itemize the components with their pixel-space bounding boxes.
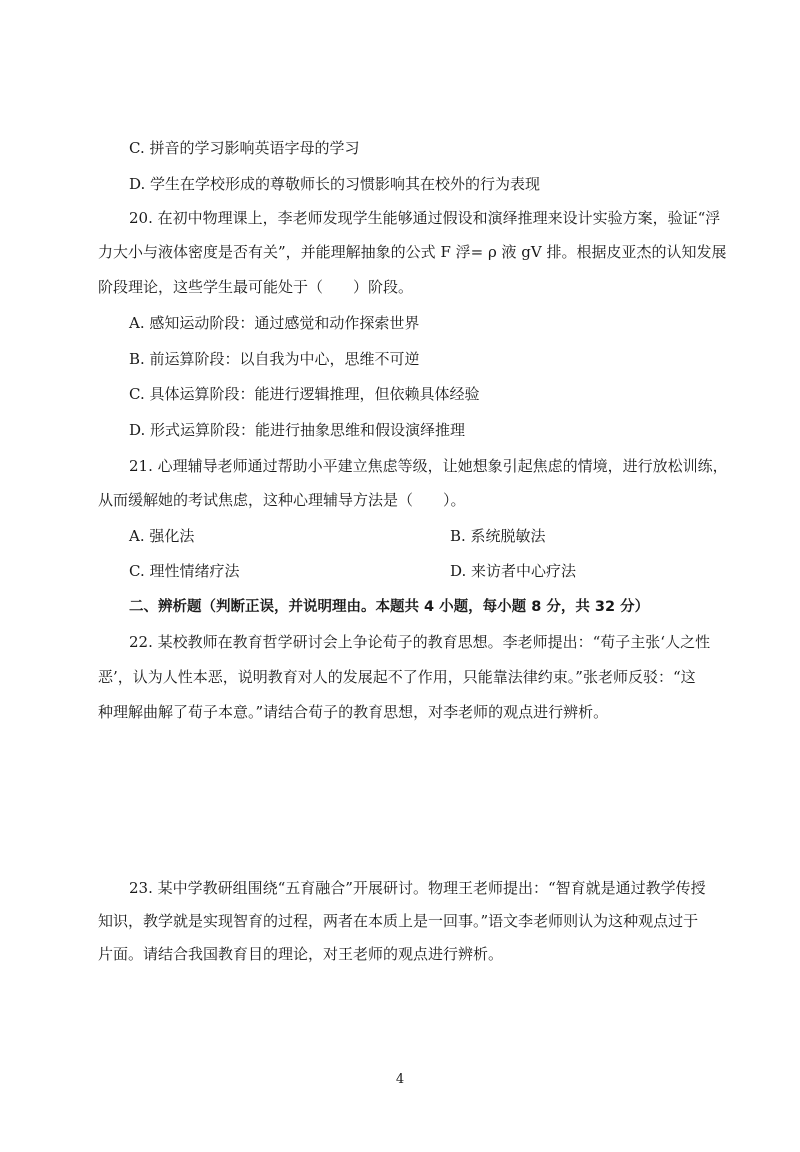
q22-stem-line2: 恶’，认为人性本恶，说明教育对人的发展起不了作用，只能靠法律约束。”张老师反驳：“这	[98, 668, 696, 686]
q21-option-d: D. 来访者中心疗法	[450, 562, 577, 580]
q20-option-d: D. 形式运算阶段：能进行抽象思维和假设演绎推理	[129, 421, 466, 439]
q20-stem-line1: 20. 在初中物理课上，李老师发现学生能够通过假设和演绎推理来设计实验方案，验证“浮	[129, 209, 721, 227]
q22-stem-line1: 22. 某校教师在教育哲学研讨会上争论荀子的教育思想。李老师提出：“荀子主张‘人之性	[129, 633, 711, 651]
q21-option-c: C. 理性情绪疗法	[129, 562, 240, 580]
q19-option-d: D. 学生在学校形成的尊敬师长的习惯影响其在校外的行为表现	[129, 175, 541, 193]
q20-stem-line3: 阶段理论，这些学生最可能处于（ ）阶段。	[98, 278, 414, 296]
q23-stem-line3: 片面。请结合我国教育目的理论，对王老师的观点进行辨析。	[98, 945, 504, 963]
q23-stem-line1: 23. 某中学教研组围绕“五育融合”开展研讨。物理王老师提出：“智育就是通过教学传授	[129, 879, 706, 897]
section-heading: 二、辨析题（判断正误，并说明理由。本题共 4 小题，每小题 8 分，共 32 分）	[129, 599, 650, 615]
q22-stem-line3: 种理解曲解了荀子本意。”请结合荀子的教育思想，对李老师的观点进行辨析。	[98, 703, 609, 721]
q19-option-c: C. 拼音的学习影响英语字母的学习	[129, 139, 360, 157]
q21-stem-line2: 从而缓解她的考试焦虑，这种心理辅导方法是（ ）。	[98, 491, 466, 509]
q21-option-b: B. 系统脱敏法	[450, 527, 546, 545]
q21-option-a: A. 强化法	[129, 527, 195, 545]
q20-option-c: C. 具体运算阶段：能进行逻辑推理，但依赖具体经验	[129, 385, 480, 403]
q23-stem-line2: 知识，教学就是实现智育的过程，两者在本质上是一回事。”语文李老师则认为这种观点过于	[98, 912, 699, 930]
q21-stem-line1: 21. 心理辅导老师通过帮助小平建立焦虑等级，让她想象引起焦虑的情境，进行放松训练，	[129, 457, 728, 475]
page-number: 4	[395, 1072, 405, 1087]
q20-option-a: A. 感知运动阶段：通过感觉和动作探索世界	[129, 314, 420, 332]
q20-stem-line2: 力大小与液体密度是否有关”，并能理解抽象的公式 F 浮= ρ 液 gV 排。根据皮亚杰的认知发展	[98, 243, 727, 261]
q20-option-b: B. 前运算阶段：以自我为中心，思维不可逆	[129, 350, 420, 368]
